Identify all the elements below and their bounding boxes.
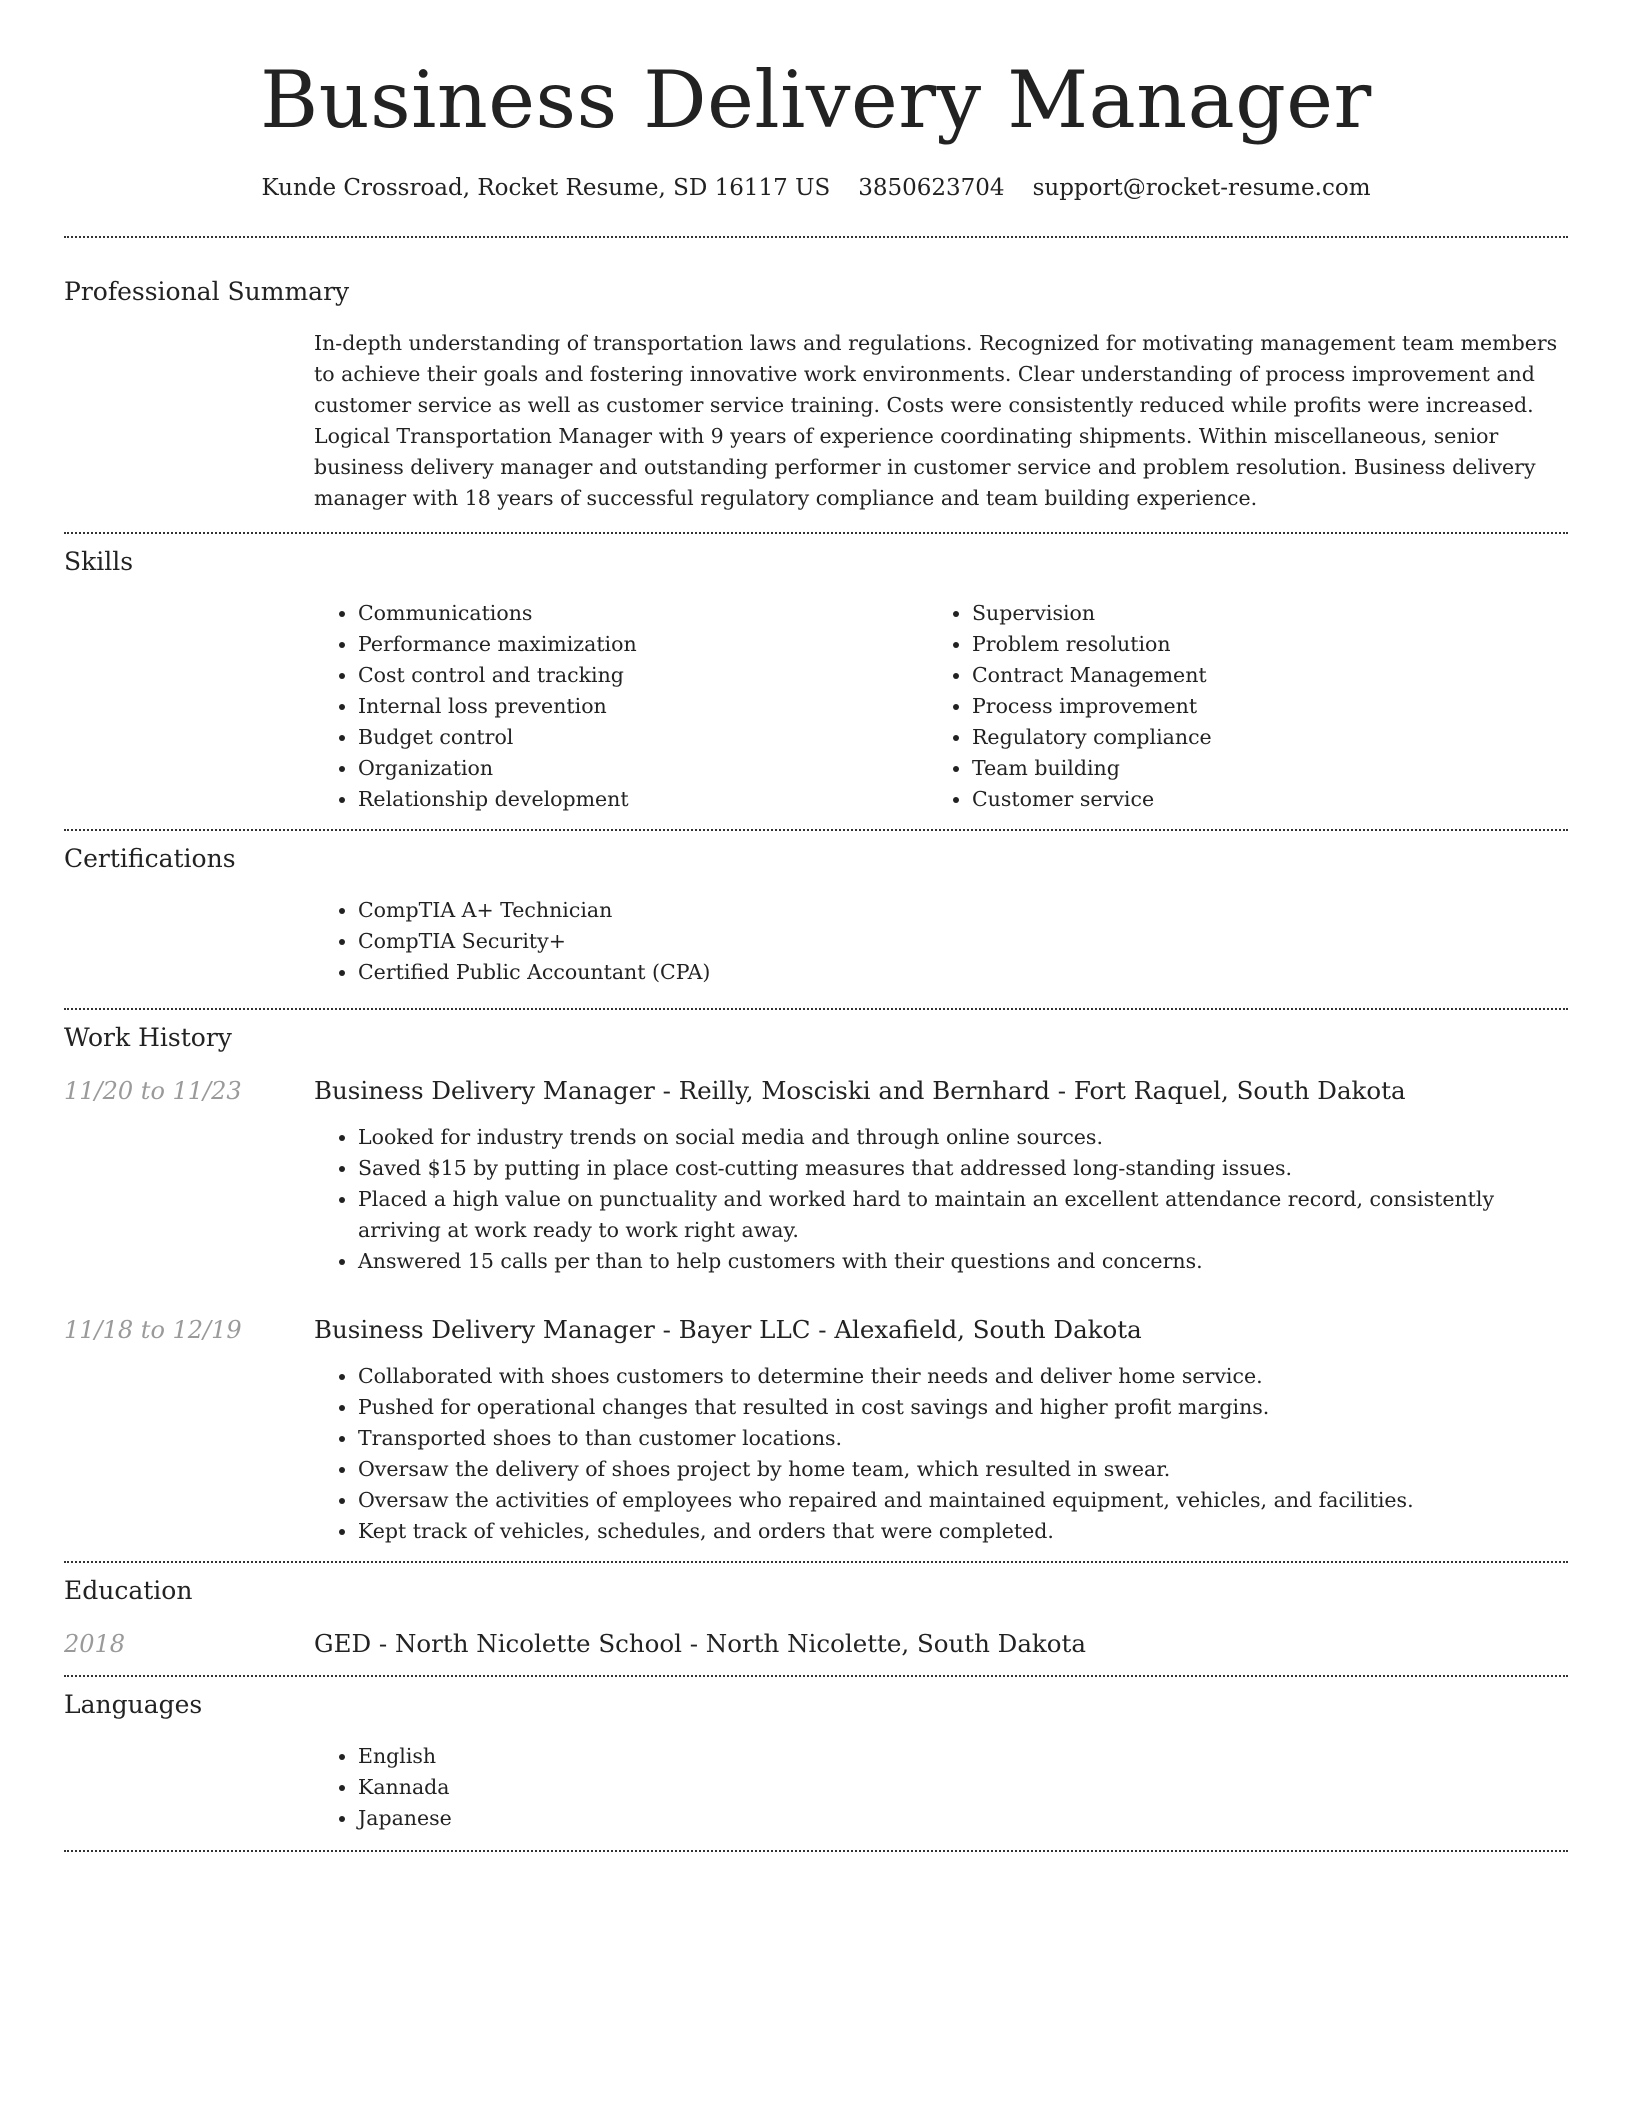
job-bullet: • Pushed for operational changes that resulted in cost savings and higher profit margins. [358,1392,1568,1423]
job-bullet: • Placed a high value on punctuality and worked hard to maintain an excellent attendance record, consistently arriving at work ready to work right away. [358,1184,1568,1246]
section-title-work-history: Work History [64,1023,232,1052]
skill-item: • Customer service [972,784,1542,815]
skill-item: • Supervision [972,598,1542,629]
education-entry [64,1627,1568,1661]
skill-item: • Budget control [358,722,928,753]
skill-item: • Contract Management [972,660,1542,691]
job-bullet: • Answered 15 calls per than to help customers with their questions and concerns. [358,1246,1568,1277]
skills-column-left [314,598,928,815]
certification-item: • CompTIA A+ Technician [358,895,1568,926]
skill-item: • Performance maximization [358,629,928,660]
job-heading: Business Delivery Manager - Reilly, Mosciski and Bernhard - Fort Raquel, South Dakota [314,1076,1406,1105]
language-item: • Kannada [358,1772,1568,1803]
job-dates: 11/18 to 12/19 [64,1316,242,1344]
section-title-languages: Languages [64,1690,203,1719]
language-item: • Japanese [358,1803,1568,1834]
job-bullet: • Kept track of vehicles, schedules, and orders that were completed. [358,1516,1568,1547]
job-bullet: • Collaborated with shoes customers to determine their needs and deliver home service. [358,1361,1568,1392]
skill-item: • Internal loss prevention [358,691,928,722]
section-title-certifications: Certifications [64,844,236,873]
contact-phone: 3850623704 [858,175,1005,201]
skill-item: • Process improvement [972,691,1542,722]
skill-item: • Relationship development [358,784,928,815]
language-item: • English [358,1741,1568,1772]
job-bullet: • Oversaw the delivery of shoes project by home team, which resulted in swear. [358,1454,1568,1485]
section-title-education: Education [64,1576,193,1605]
section-title-summary: Professional Summary [64,277,350,306]
education-year: 2018 [64,1630,126,1658]
skill-item: • Problem resolution [972,629,1542,660]
work-history-section [64,1010,1568,1561]
education-section [64,1563,1568,1661]
job-entry [64,1313,1568,1547]
skill-item: • Regulatory compliance [972,722,1542,753]
languages-section [64,1677,1568,1834]
job-bullet: • Oversaw the activities of employees who repaired and maintained equipment, vehicles, and facilities. [358,1485,1568,1516]
contact-line [64,172,1568,204]
certifications-section [64,831,1568,988]
skills-section [64,534,1568,815]
contact-address: Kunde Crossroad, Rocket Resume, SD 16117 US [261,175,831,201]
skills-column-right [928,598,1542,815]
section-title-skills: Skills [64,547,134,576]
summary-section [64,238,1568,514]
certification-item: • CompTIA Security+ [358,926,1568,957]
certification-item: • Certified Public Accountant (CPA) [358,957,1568,988]
resume-name: Business Delivery Manager [260,54,1372,146]
skill-item: • Communications [358,598,928,629]
job-bullet: • Transported shoes to than customer locations. [358,1423,1568,1454]
skill-item: • Cost control and tracking [358,660,928,691]
summary-text: In-depth understanding of transportation laws and regulations. Recognized for motivating management team members to achieve their goals and fostering innovative work environments. Clear understanding of process improvement and customer service as well as customer service training. Costs were consistently reduced while profits were increased. Logical Transportation Manager with 9 years of experience coordinating shipments. Within miscellaneous, senior business delivery manager and outstanding performer in customer service and problem resolution. Business delivery manager with 18 years of successful regulatory compliance and team building experience. [314,331,1558,510]
job-dates: 11/20 to 11/23 [64,1077,242,1105]
job-bullet: • Saved $15 by putting in place cost-cutting measures that addressed long-standing issues. [358,1153,1568,1184]
skill-item: • Team building [972,753,1542,784]
job-bullet: • Looked for industry trends on social media and through online sources. [358,1122,1568,1153]
education-heading: GED - North Nicolette School - North Nicolette, South Dakota [314,1629,1086,1658]
skill-item: • Organization [358,753,928,784]
contact-email: support@rocket-resume.com [1032,175,1371,201]
job-entry [64,1074,1568,1277]
job-heading: Business Delivery Manager - Bayer LLC - Alexafield, South Dakota [314,1315,1142,1344]
divider [64,1850,1568,1852]
